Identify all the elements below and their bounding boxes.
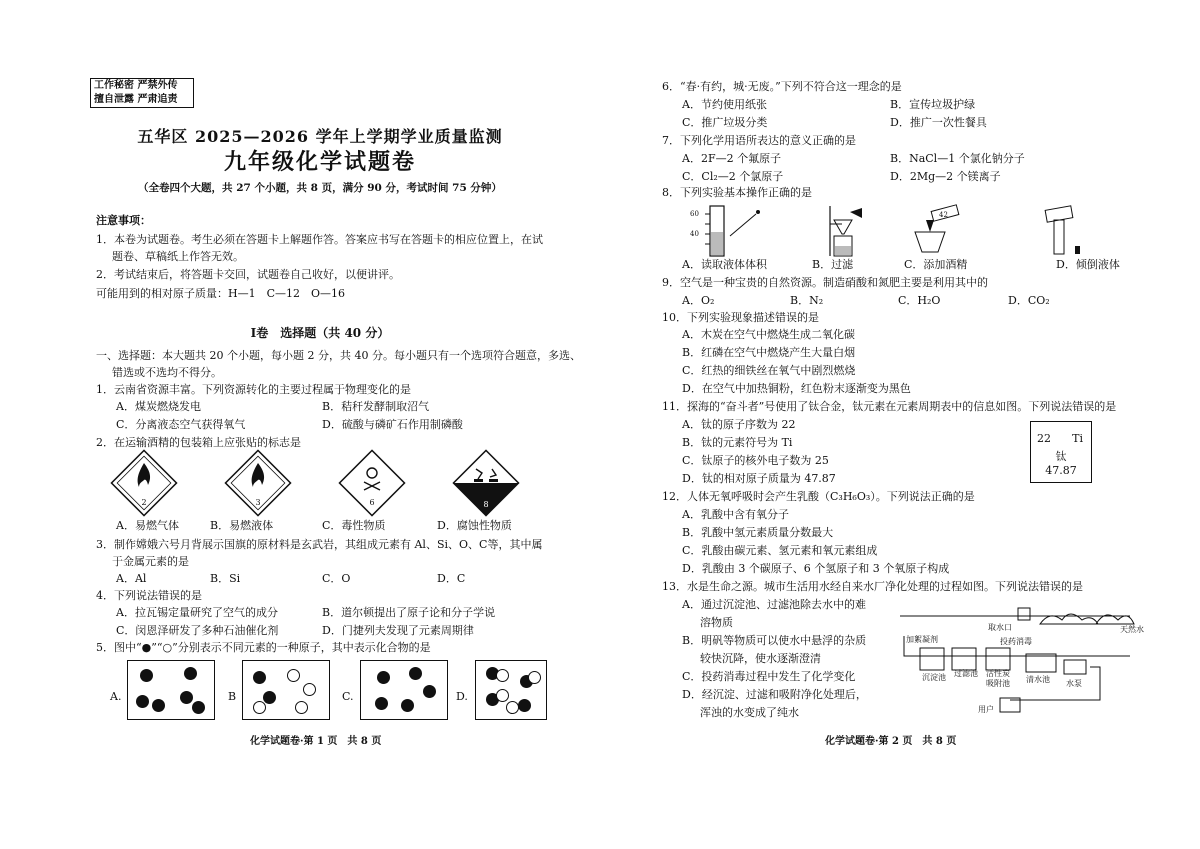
- label-clear: 清水池: [1026, 675, 1050, 684]
- q11-option-b: B．钛的元素符号为 Ti: [682, 436, 793, 449]
- q13-option-d2: 浑浊的水变成了纯水: [700, 706, 799, 719]
- svg-text:40: 40: [690, 230, 699, 238]
- q9-option-c: C．H₂O: [898, 294, 941, 307]
- q8-option-d: D．倾倒液体: [1056, 258, 1120, 271]
- q9-stem: 9．空气是一种宝贵的自然资源。制造硝酸和氮肥主要是利用其中的: [662, 276, 988, 289]
- q13-option-a2: 溶物质: [700, 616, 733, 629]
- q13-option-d1: D．经沉淀、过滤和吸附净化处理后，: [682, 688, 867, 701]
- titanium-element-cell: [1030, 421, 1092, 483]
- label-sediment: 沉淀池: [922, 673, 946, 682]
- q3-option-d: D．C: [437, 572, 466, 585]
- exam-title: 五华区 2025—2026 学年上学期学业质量监测: [137, 127, 503, 146]
- q2-option-a: A．易燃气体: [116, 519, 179, 532]
- label-disinfect: 投药消毒: [1000, 637, 1032, 646]
- stamp-line-1: 工作秘密 严禁外传: [94, 80, 178, 91]
- atomic-mass: 47.87: [1045, 464, 1077, 477]
- section-title: Ⅰ卷 选择题（共 40 分）: [250, 326, 390, 340]
- sign-number: 8: [483, 500, 489, 509]
- q13-option-a1: A．通过沉淀池、过滤池除去水中的难: [682, 598, 866, 611]
- toxic-sign: [339, 450, 404, 515]
- q1-option-c: C．分离液态空气获得氧气: [116, 418, 246, 431]
- q13-option-b1: B．明矾等物质可以使水中悬浮的杂质: [682, 634, 867, 647]
- hazard-signs: [100, 449, 560, 517]
- q7-option-d: D．2Mg—2 个镁离子: [890, 170, 1001, 183]
- q10-option-a: A．木炭在空气中燃烧生成二氧化碳: [682, 328, 855, 341]
- q4-option-c: C．闵恩泽研发了多种石油催化剂: [116, 624, 279, 637]
- q3-option-b: B．Si: [210, 572, 241, 585]
- sign-number: 2: [141, 498, 147, 507]
- exam-info: （全卷四个大题，共 27 个小题，共 8 页，满分 90 分，考试时间 75 分钟）: [138, 182, 502, 194]
- q9-option-d: D．CO₂: [1008, 294, 1050, 307]
- q3-stem-b: 于金属元素的是: [112, 555, 189, 568]
- q6-option-a: A．节约使用纸张: [682, 98, 767, 111]
- q3-option-a: A．Al: [116, 572, 147, 585]
- note-1a: 1．本卷为试题卷。考生必须在答题卡上解题作答。答案应书写在答题卡的相应位置上，在试: [96, 233, 543, 246]
- q5-label-c: C.: [342, 690, 354, 703]
- label-filter: 过滤池: [954, 669, 978, 678]
- q4-option-b: B．道尔顿提出了原子论和分子学说: [322, 606, 496, 619]
- q12-stem: 12．人体无氧呼吸时会产生乳酸（C₃H₆O₃）。下列说法正确的是: [662, 490, 975, 503]
- q11-stem: 11．探海的“奋斗者”号使用了钛合金，钛元素在元素周期表中的信息如图。下列说法错误的是: [662, 400, 1117, 413]
- q6-option-b: B．宣传垃圾护绿: [890, 98, 976, 111]
- label-pump: 水泵: [1066, 679, 1082, 688]
- graduated-cylinder-figure: [690, 206, 760, 256]
- element-name: 钛: [1055, 450, 1067, 463]
- label-source: 天然水: [1120, 625, 1144, 634]
- flammable-liquid-sign: [225, 450, 290, 515]
- q1-option-a: A．煤炭燃烧发电: [116, 400, 201, 413]
- q9-option-a: A．O₂: [682, 294, 715, 307]
- q10-option-d: D．在空气中加热铜粉，红色粉末逐渐变为黑色: [682, 382, 911, 395]
- q5-stem: 5．图中“●”“○”分别表示不同元素的一种原子，其中表示化合物的是: [96, 641, 431, 654]
- q1-option-d: D．硫酸与磷矿石作用制磷酸: [322, 418, 463, 431]
- q11-option-a: A．钛的原子序数为 22: [682, 418, 796, 431]
- q7-stem: 7．下列化学用语所表达的意义正确的是: [662, 134, 856, 147]
- label-user: 用户: [978, 705, 994, 714]
- q10-stem: 10．下列实验现象描述错误的是: [662, 311, 819, 324]
- q5-box-d: [475, 660, 547, 720]
- q2-option-d: D．腐蚀性物质: [437, 519, 512, 532]
- q11-option-c: C．钛原子的核外电子数为 25: [682, 454, 829, 467]
- q5-label-b: B: [228, 690, 237, 703]
- svg-text:60: 60: [690, 210, 699, 218]
- footer-page-1: 化学试题卷·第 1 页 共 8 页: [250, 736, 382, 747]
- atomic-masses: 可能用到的相对原子质量：H—1 C—12 O—16: [96, 287, 346, 300]
- notes-heading: 注意事项：: [96, 214, 151, 227]
- confidential-stamp: [90, 78, 194, 108]
- q6-stem: 6．“春·有约，城·无废。”下列不符合这一理念的是: [662, 80, 902, 93]
- q1-stem: 1．云南省资源丰富。下列资源转化的主要过程属于物理变化的是: [96, 383, 411, 396]
- q5-label-a: A.: [110, 690, 122, 703]
- q5-box-a: [127, 660, 215, 720]
- element-symbol: Ti: [1072, 432, 1083, 445]
- q7-option-b: B．NaCl—1 个氯化钠分子: [890, 152, 1025, 165]
- label-carbon: 活性炭: [986, 669, 1010, 678]
- corrosive-sign: [453, 450, 518, 515]
- label-flocculant: 加絮凝剂: [906, 635, 938, 644]
- q10-option-b: B．红磷在空气中燃烧产生大量白烟: [682, 346, 856, 359]
- q8-option-a: A．读取液体体积: [682, 258, 767, 271]
- filtration-figure: [830, 206, 862, 256]
- section-intro-b: 错选或不选均不得分。: [112, 366, 222, 379]
- q5-box-c: [360, 660, 448, 720]
- alcohol-lamp-figure: [915, 205, 959, 252]
- note-1b: 题卷、草稿纸上作答无效。: [112, 250, 244, 263]
- label-intake: 取水口: [988, 623, 1012, 632]
- q6-option-c: C．推广垃圾分类: [682, 116, 768, 129]
- q5-box-b: [242, 660, 330, 720]
- section-intro-a: 一、选择题：本大题共 20 个小题，每小题 2 分，共 40 分。每小题只有一个选项符合题意，多选、: [96, 349, 581, 362]
- q8-option-c: C．添加酒精: [904, 258, 968, 271]
- pouring-liquid-figure: [1045, 206, 1080, 254]
- q13-option-c: C．投药消毒过程中发生了化学变化: [682, 670, 856, 683]
- q13-option-b2: 较快沉降，使水逐渐澄清: [700, 652, 821, 665]
- lab-operations-figures: [680, 202, 1100, 258]
- note-2: 2．考试结束后，将答题卡交回，试题卷自己收好，以便讲评。: [96, 268, 400, 281]
- q12-option-b: B．乳酸中氢元素质量分数最大: [682, 526, 834, 539]
- q11-option-d: D．钛的相对原子质量为 47.87: [682, 472, 836, 485]
- q13-stem: 13．水是生命之源。城市生活用水经自来水厂净化处理的过程如图。下列说法错误的是: [662, 580, 1083, 593]
- q10-option-c: C．红热的细铁丝在氧气中剧烈燃烧: [682, 364, 856, 377]
- q2-option-b: B．易燃液体: [210, 519, 274, 532]
- label-adsorb: 吸附池: [986, 679, 1010, 688]
- footer-page-2: 化学试题卷·第 2 页 共 8 页: [825, 736, 957, 747]
- q2-option-c: C．毒性物质: [322, 519, 386, 532]
- q7-option-a: A．2F—2 个氟原子: [682, 152, 782, 165]
- q2-stem: 2．在运输酒精的包装箱上应张贴的标志是: [96, 436, 301, 449]
- q8-option-b: B．过滤: [812, 258, 854, 271]
- q5-label-d: D.: [456, 690, 468, 703]
- sign-number: 6: [369, 498, 375, 507]
- q9-option-b: B．N₂: [790, 294, 824, 307]
- q8-stem: 8．下列实验基本操作正确的是: [662, 186, 812, 199]
- q4-stem: 4．下列说法错误的是: [96, 589, 202, 602]
- q4-option-a: A．拉瓦锡定量研究了空气的成分: [116, 606, 278, 619]
- q12-option-c: C．乳酸由碳元素、氢元素和氧元素组成: [682, 544, 878, 557]
- q12-option-d: D．乳酸由 3 个碳原子、6 个氢原子和 3 个氧原子构成: [682, 562, 950, 575]
- q4-option-d: D．门捷列夫发现了元素周期律: [322, 624, 474, 637]
- exam-subtitle: 九年级化学试题卷: [223, 149, 416, 175]
- q3-option-c: C．O: [322, 572, 351, 585]
- water-treatment-diagram: [900, 600, 1150, 720]
- sign-number: 3: [255, 498, 261, 507]
- svg-text:42: 42: [939, 211, 948, 219]
- atomic-number: 22: [1037, 432, 1051, 445]
- q6-option-d: D．推广一次性餐具: [890, 116, 987, 129]
- q12-option-a: A．乳酸中含有氧分子: [682, 508, 789, 521]
- q1-option-b: B．秸秆发酵制取沼气: [322, 400, 430, 413]
- flammable-gas-sign: [111, 450, 176, 515]
- q3-stem-a: 3．制作嫦娥六号月背展示国旗的原材料是玄武岩，其组成元素有 Al、Si、O、C等，其中属: [96, 538, 543, 551]
- q7-option-c: C．Cl₂—2 个氯原子: [682, 170, 784, 183]
- stamp-line-2: 擅自泄露 严肃追责: [94, 94, 178, 105]
